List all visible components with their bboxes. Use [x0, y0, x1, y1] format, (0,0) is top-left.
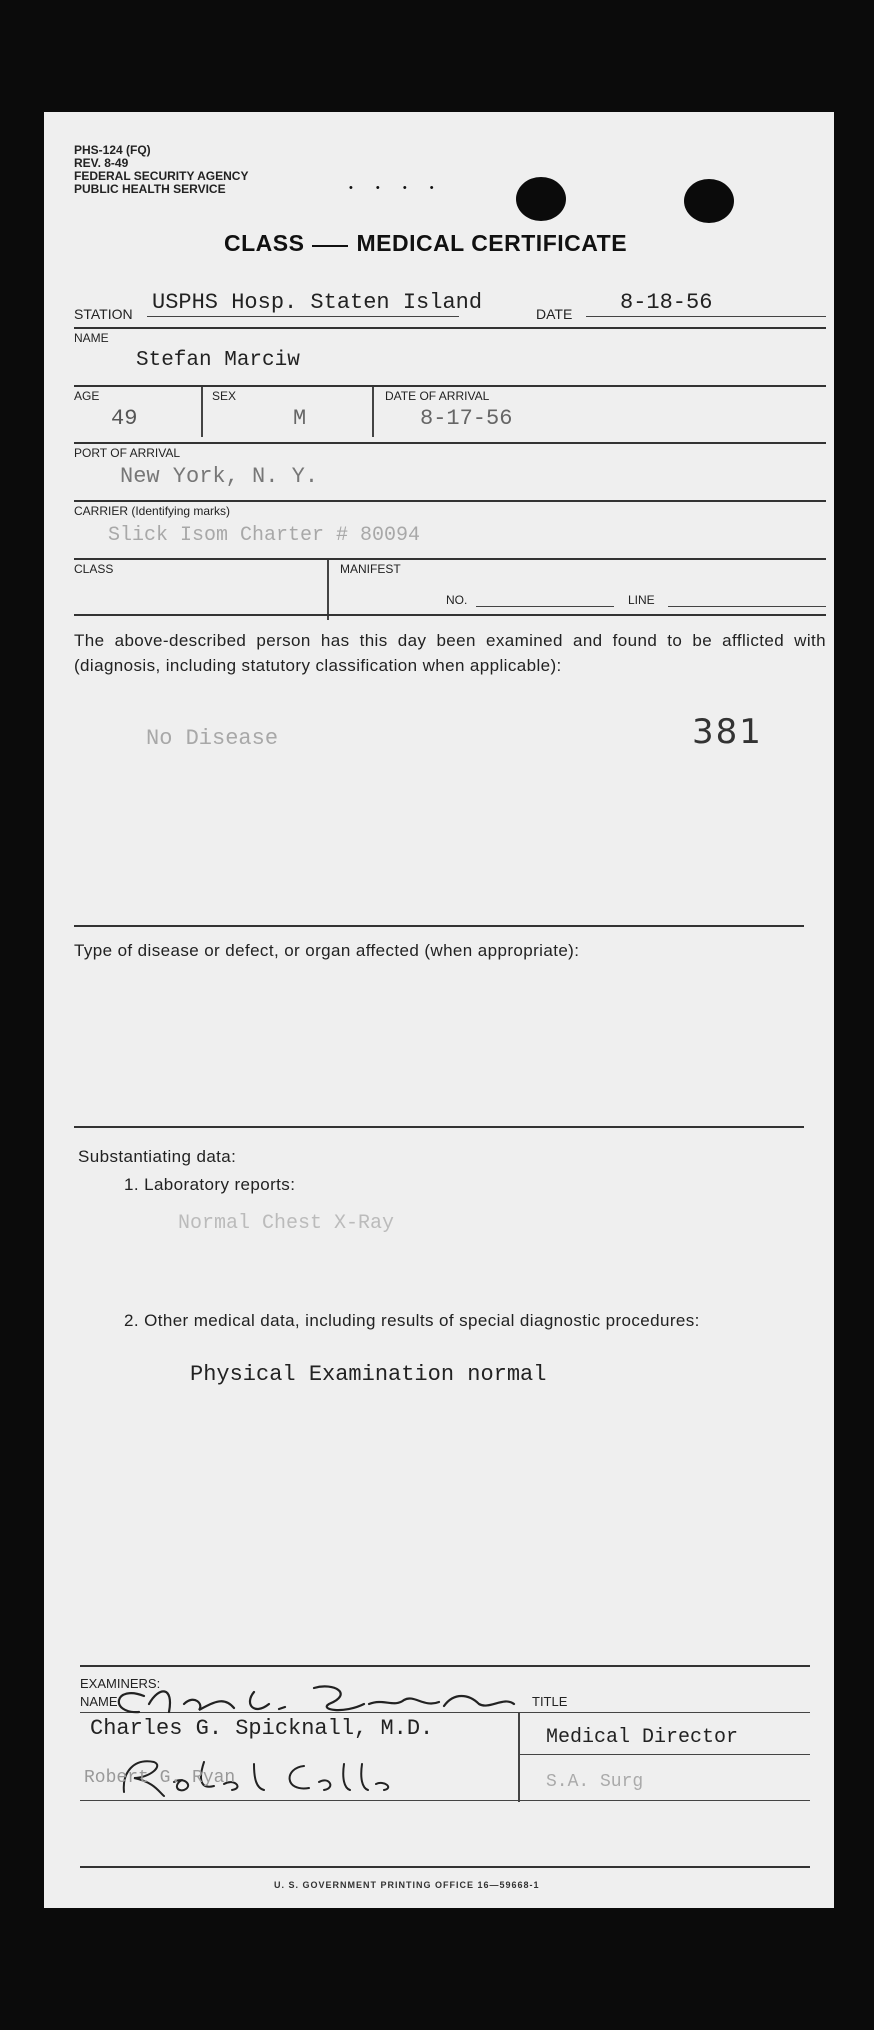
classification-code: 381 [692, 712, 763, 752]
port-of-arrival-label: PORT OF ARRIVAL [74, 446, 181, 460]
form-header-line: PUBLIC HEALTH SERVICE [74, 182, 226, 196]
station-value: USPHS Hosp. Staten Island [152, 290, 483, 315]
other-data-label-text: 2. Other medical data, including results of special diagnostic procedures: [124, 1311, 700, 1330]
form-header-line: REV. 8-49 [74, 156, 129, 170]
examiners-label: EXAMINERS: [80, 1676, 161, 1691]
examiner-1-title: Medical Director [546, 1726, 739, 1749]
carrier-label: CARRIER (Identifying marks) [74, 504, 231, 518]
footer-printing-office: U. S. GOVERNMENT PRINTING OFFICE 16—59668-1 [274, 1880, 540, 1890]
class-label: CLASS [74, 562, 114, 576]
form-header-line: FEDERAL SECURITY AGENCY [74, 169, 249, 183]
certificate-paper [44, 112, 834, 1908]
examiner-2-name: Robert G. Ryan [84, 1768, 236, 1788]
examiner-2-title: S.A. Surg [546, 1772, 644, 1792]
other-data-label [124, 1308, 804, 1333]
sex-value: M [293, 406, 307, 431]
lab-reports-value: Normal Chest X-Ray [178, 1212, 395, 1235]
age-label: AGE [74, 389, 100, 403]
form-header [74, 144, 248, 196]
date-value: 8-18-56 [620, 290, 713, 315]
diagnosis-value: No Disease [146, 726, 279, 751]
date-of-arrival-value: 8-17-56 [420, 406, 513, 431]
title-class: CLASS [224, 230, 305, 256]
stamp-dots: • • • • [349, 182, 444, 194]
name-label: NAME [74, 331, 109, 345]
punch-hole [684, 179, 734, 223]
form-header-line: PHS-124 (FQ) [74, 143, 151, 157]
name-value: Stefan Marciw [136, 349, 300, 372]
examiner-title-label: TITLE [532, 1694, 568, 1709]
other-data-value: Physical Examination normal [190, 1362, 547, 1387]
manifest-line-label: LINE [628, 593, 655, 607]
type-of-disease-label: Type of disease or defect, or organ affected (when appropriate): [74, 941, 580, 960]
punch-hole [516, 177, 566, 221]
port-of-arrival-value: New York, N. Y. [120, 464, 319, 489]
manifest-no-label: NO. [446, 593, 468, 607]
date-of-arrival-label: DATE OF ARRIVAL [385, 389, 490, 403]
sex-label: SEX [212, 389, 237, 403]
manifest-label: MANIFEST [340, 562, 401, 576]
date-label: DATE [536, 306, 573, 322]
examiner-name-label: NAME [80, 1694, 118, 1709]
examination-statement: The above-described person has this day been examined and found to be afflicted with (diagnosis, including statutory classification when applicable): [74, 631, 826, 675]
carrier-value: Slick Isom Charter # 80094 [108, 524, 421, 547]
title-main: MEDICAL CERTIFICATE [356, 230, 628, 256]
lab-reports-label: 1. Laboratory reports: [124, 1175, 296, 1194]
age-value: 49 [111, 406, 138, 431]
station-label: STATION [74, 306, 133, 322]
page-title [224, 230, 627, 257]
substantiating-label: Substantiating data: [78, 1147, 237, 1166]
examiner-1-name: Charles G. Spicknall, M.D. [90, 1716, 434, 1741]
